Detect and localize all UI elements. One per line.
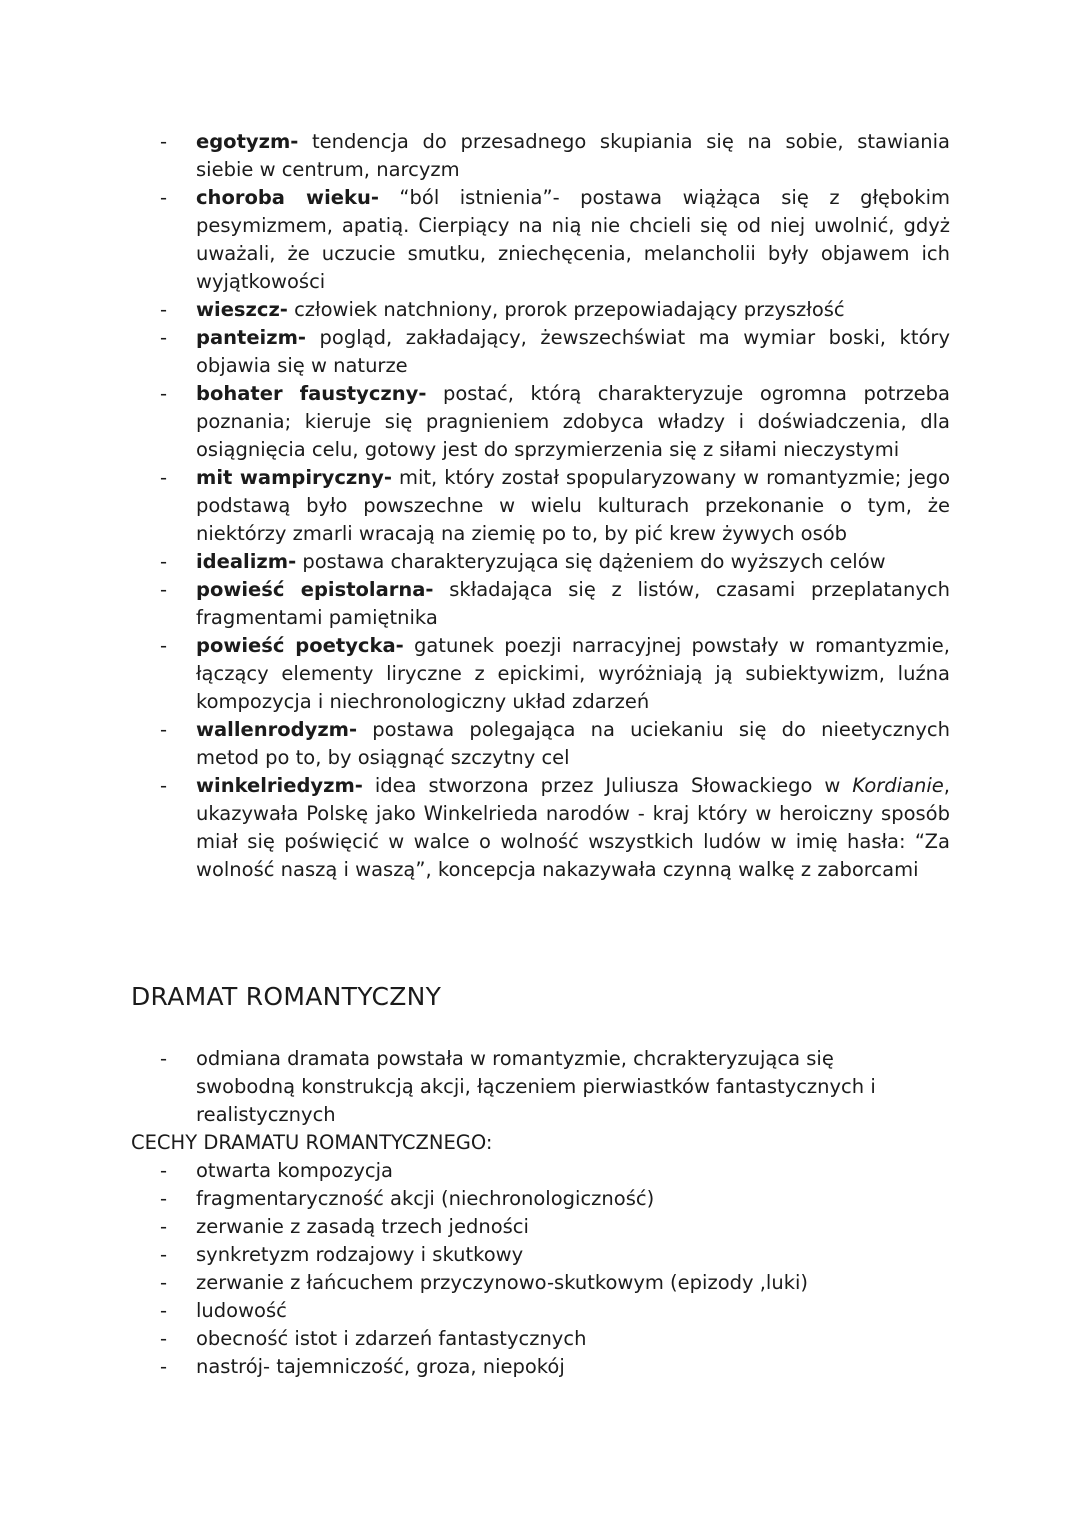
definition-text: postać, którą charakteryzuje ogromna potrzeba poznania; kieruje się pragnieniem zdobyca władzy i doświadczenia, dla osiągnięcia celu, gotowy jest do sprzymierzenia się z siłami nieczystymi xyxy=(196,382,950,461)
definition-item xyxy=(160,380,950,464)
feature-text: otwarta kompozycja xyxy=(196,1159,393,1182)
definition-item xyxy=(160,296,950,324)
definition-text: tendencja do przesadnego skupiania się na sobie, stawiania siebie w centrum, narcyzm xyxy=(196,130,950,181)
drama-intro-text: odmiana dramata powstała w romantyzmie, chcrakteryzująca się swobodną konstrukcją akcji, łączeniem pierwiastków fantastycznych i realistycznych xyxy=(196,1047,876,1126)
list-item xyxy=(131,1353,931,1381)
definition-text: składająca się z listów, czasami przeplatanych fragmentami pamiętnika xyxy=(196,578,950,629)
definition-term: idealizm- xyxy=(196,550,297,573)
list-dash: - xyxy=(160,298,168,321)
section-title: DRAMAT ROMANTYCZNY xyxy=(131,982,442,1011)
definition-text: mit, który został spopularyzowany w romantyzmie; jego podstawą było powszechne w wielu kulturach przekonanie o tym, że niektórzy zmarli wracają na ziemię po to, by pić krew żywych osób xyxy=(196,466,951,545)
definition-term: wieszcz- xyxy=(196,298,288,321)
list-item xyxy=(131,1157,931,1185)
definition-text: człowiek natchniony, prorok przepowiadający przyszłość xyxy=(287,298,845,321)
feature-text: zerwanie z łańcuchem przyczynowo-skutkowym (epizody ,luki) xyxy=(196,1271,809,1294)
definition-item xyxy=(160,716,950,772)
definition-text: idea stworzona przez Juliusza Słowackiego w xyxy=(362,774,853,797)
list-dash: - xyxy=(160,382,168,405)
list-dash: - xyxy=(160,1159,168,1182)
definition-item xyxy=(160,548,950,576)
list-dash: - xyxy=(160,718,168,741)
definitions-list xyxy=(160,128,950,884)
list-dash: - xyxy=(160,130,168,153)
list-item xyxy=(131,1325,931,1353)
list-dash: - xyxy=(160,774,168,797)
list-dash: - xyxy=(160,1187,168,1210)
definition-text: postawa polegająca na uciekaniu się do nieetycznych metod po to, by osiągnąć szczytny cel xyxy=(196,718,950,769)
definition-item xyxy=(160,128,950,184)
list-dash: - xyxy=(160,186,168,209)
definition-text: pogląd, zakładający, żewszechświat ma wymiar boski, który objawia się w naturze xyxy=(196,326,950,377)
definition-item xyxy=(160,576,950,632)
list-item xyxy=(131,1297,931,1325)
work-title: Kordianie xyxy=(852,774,944,797)
list-item xyxy=(131,1213,931,1241)
definition-text: postawa charakteryzująca się dążeniem do wyższych celów xyxy=(296,550,886,573)
list-dash: - xyxy=(160,1299,168,1322)
definition-term: powieść epistolarna- xyxy=(196,578,434,601)
definition-item xyxy=(160,184,950,296)
list-item xyxy=(131,1045,931,1129)
feature-text: fragmentaryczność akcji (niechronologiczność) xyxy=(196,1187,655,1210)
drama-intro-list xyxy=(131,1045,931,1129)
list-dash: - xyxy=(160,466,168,489)
list-dash: - xyxy=(160,1243,168,1266)
list-dash: - xyxy=(160,578,168,601)
feature-text: synkretyzm rodzajowy i skutkowy xyxy=(196,1243,524,1266)
features-list xyxy=(131,1157,931,1381)
list-dash: - xyxy=(160,550,168,573)
feature-text: obecność istot i zdarzeń fantastycznych xyxy=(196,1327,587,1350)
definition-term: powieść poetycka- xyxy=(196,634,404,657)
definition-item xyxy=(160,464,950,548)
list-item xyxy=(131,1185,931,1213)
definition-term: winkelriedyzm- xyxy=(196,774,363,797)
list-dash: - xyxy=(160,634,168,657)
definition-text: , ukazywała Polskę jako Winkelrieda narodów - kraj który w heroiczny sposób miał się poświęcić w walce o wolność wszystkich ludów w imię hasła: “Za wolność naszą i waszą”, koncepcja nakazywała czynną walkę z zaborcami xyxy=(196,774,950,881)
feature-text: nastrój- tajemniczość, groza, niepokój xyxy=(196,1355,565,1378)
features-title: CECHY DRAMATU ROMANTYCZNEGO: xyxy=(131,1131,493,1154)
feature-text: zerwanie z zasadą trzech jedności xyxy=(196,1215,529,1238)
definition-item xyxy=(160,772,950,884)
list-dash: - xyxy=(160,326,168,349)
feature-text: ludowość xyxy=(196,1299,287,1322)
definition-text: “ból istnienia”- postawa wiążąca się z głębokim pesymizmem, apatią. Cierpiący na nią nie chcieli się od niej uwolnić, gdyż uważali, że uczucie smutku, zniechęcenia, melancholii były objawem ich wyjątkowości xyxy=(196,186,950,293)
definition-term: panteizm- xyxy=(196,326,306,349)
definition-item xyxy=(160,632,950,716)
list-dash: - xyxy=(160,1271,168,1294)
list-dash: - xyxy=(160,1327,168,1350)
list-dash: - xyxy=(160,1355,168,1378)
definition-term: bohater faustyczny- xyxy=(196,382,427,405)
definition-item xyxy=(160,324,950,380)
list-item xyxy=(131,1269,931,1297)
list-dash: - xyxy=(160,1215,168,1238)
definition-term: egotyzm- xyxy=(196,130,299,153)
drama-section xyxy=(131,1045,931,1381)
list-item xyxy=(131,1241,931,1269)
definition-term: choroba wieku- xyxy=(196,186,379,209)
definition-term: wallenrodyzm- xyxy=(196,718,358,741)
definition-text: gatunek poezji narracyjnej powstały w romantyzmie, łączący elementy liryczne z epickimi, wyróżniają ją subiektywizm, luźna kompozycja i niechronologiczny układ zdarzeń xyxy=(196,634,950,713)
list-dash: - xyxy=(160,1047,168,1070)
definition-term: mit wampiryczny- xyxy=(196,466,392,489)
